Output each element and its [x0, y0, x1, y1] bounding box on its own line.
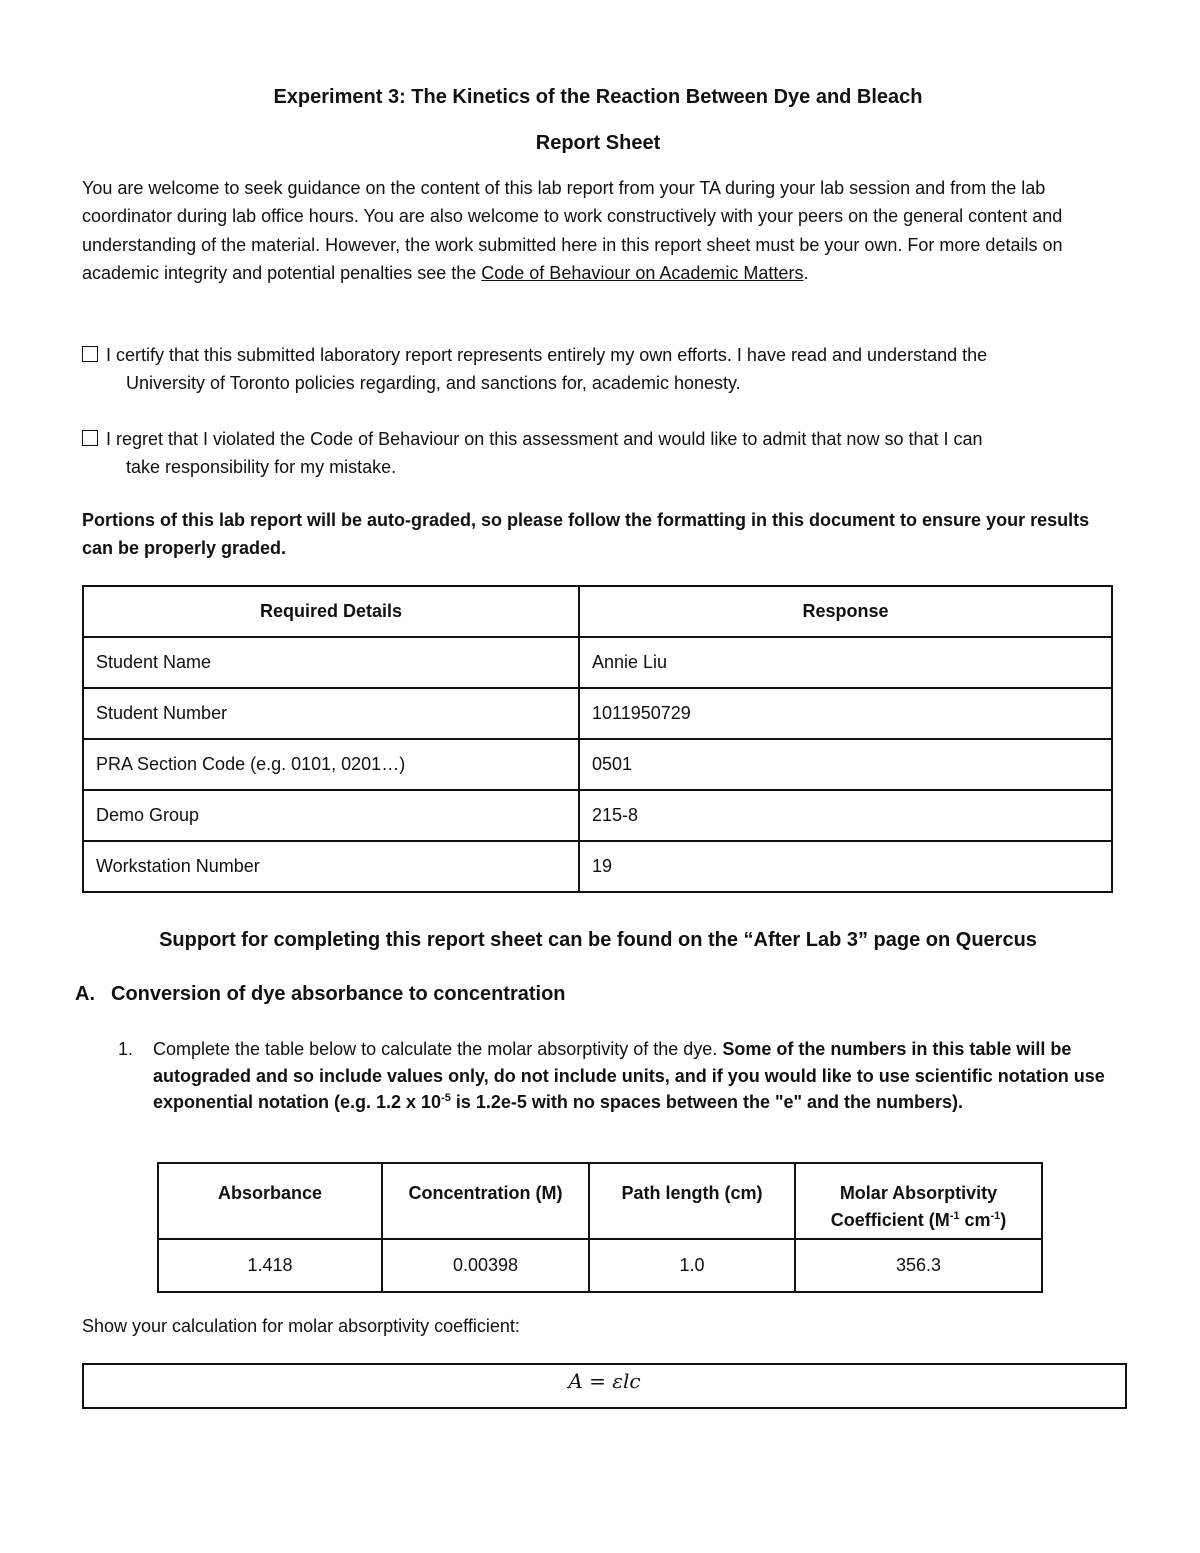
path-length-value[interactable]: 1.0 [589, 1239, 795, 1292]
intro-paragraph [82, 174, 1114, 288]
certify-statement [82, 341, 1114, 398]
workstation-label: Workstation Number [83, 841, 579, 892]
autograde-notice: Portions of this lab report will be auto-graded, so please follow the formatting in this document to ensure your results can be properly graded. [82, 510, 1090, 559]
demo-group-value[interactable]: 215-8 [579, 790, 1112, 841]
pra-section-value[interactable]: 0501 [579, 739, 1112, 790]
dye-header-row [158, 1163, 1042, 1239]
student-number-label: Student Number [83, 688, 579, 739]
certify-checkbox[interactable] [82, 346, 98, 362]
table-row [158, 1239, 1042, 1292]
question-1 [118, 1036, 1114, 1116]
molar-absorptivity-value[interactable]: 356.3 [795, 1239, 1042, 1292]
support-note: Support for completing this report sheet can be found on the “After Lab 3” page on Quercus [159, 929, 1037, 951]
regret-text-1: I regret that I violated the Code of Behaviour on this assessment and would like to admit that now so that I can [106, 429, 983, 449]
pra-section-label: PRA Section Code (e.g. 0101, 0201…) [83, 739, 579, 790]
intro-text: You are welcome to seek guidance on the content of this lab report from your TA during your lab session and from the lab coordinator during lab office hours. You are also welcome to work constructively with your peers on the general content and understanding of the material. However, the work submitted here in this report sheet must be your own. For more details on academic integrity and potential penalties see the [82, 178, 1063, 284]
show-calculation-prompt: Show your calculation for molar absorptivity coefficient: [82, 1316, 520, 1336]
absorbance-value[interactable]: 1.418 [158, 1239, 382, 1292]
beer-lambert-equation: A = εlc [568, 1369, 641, 1393]
details-header-row [83, 586, 1112, 637]
question-1-text: Complete the table below to calculate the molar absorptivity of the dye. [153, 1039, 723, 1059]
details-header-label: Required Details [83, 586, 579, 637]
calculation-box[interactable] [82, 1363, 1127, 1409]
student-name-label: Student Name [83, 637, 579, 688]
regret-checkbox[interactable] [82, 430, 98, 446]
section-a-heading [75, 983, 566, 1006]
student-name-value[interactable]: Annie Liu [579, 637, 1112, 688]
page-subtitle: Report Sheet [535, 132, 661, 154]
section-a-title: Conversion of dye absorbance to concentration [111, 983, 566, 1005]
molar-absorptivity-header: Molar Absorptivity Coefficient ($M^{-1}$ $cm^{-1}$) [795, 1163, 1042, 1239]
table-row [83, 841, 1112, 892]
table-row [83, 637, 1112, 688]
question-1-number: 1. [118, 1039, 134, 1059]
page-title: Experiment 3: The Kinetics of the Reaction Between Dye and Bleach [273, 86, 923, 108]
regret-statement [82, 425, 1114, 482]
regret-text-2: take responsibility for my mistake. [126, 457, 397, 478]
certify-text-1: I certify that this submitted laboratory report represents entirely my own efforts. I have read and understand the [106, 345, 988, 365]
certify-text-2: University of Toronto policies regarding, and sanctions for, academic honesty. [126, 373, 741, 394]
details-header-response: Response [579, 586, 1112, 637]
absorbance-header: Absorbance [158, 1163, 382, 1239]
details-table [82, 585, 1113, 893]
intro-end: . [803, 263, 809, 284]
table-row [83, 739, 1112, 790]
demo-group-label: Demo Group [83, 790, 579, 841]
workstation-value[interactable]: 19 [579, 841, 1112, 892]
code-of-behaviour-link[interactable]: Code of Behaviour on Academic Matters [481, 263, 804, 284]
table-row [83, 688, 1112, 739]
table-row [83, 790, 1112, 841]
path-length-header: Path length (cm) [589, 1163, 795, 1239]
concentration-value[interactable]: 0.00398 [382, 1239, 589, 1292]
molar-absorptivity-table [157, 1162, 1043, 1293]
section-a-label: A. [75, 983, 95, 1005]
student-number-value[interactable]: 1011950729 [579, 688, 1112, 739]
concentration-header: Concentration (M) [382, 1163, 589, 1239]
question-1-instructions: Some of the numbers in this table will be autograded and so include values only, do not include units, and if you would like to use scientific notation use exponential notation (e.g. 1.2 x $10^{-5}$ is 1.2e-5 with no spaces between the "e" and the numbers). [153, 1039, 1105, 1112]
